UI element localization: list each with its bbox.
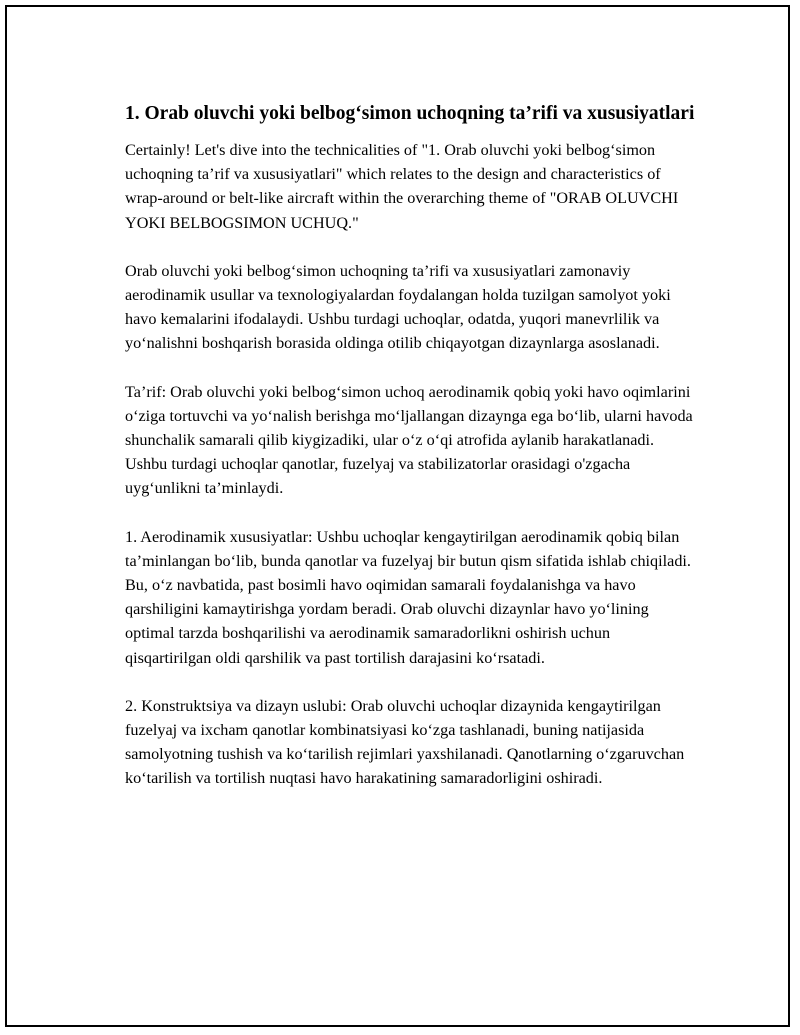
paragraph-aerodynamics: 1. Aerodinamik xususiyatlar: Ushbu uchoqlar kengaytirilgan aerodinamik qobiq bilan ta’minlangan bo‘lib, bunda qanotlar va fuzelyaj bir butun qism sifatida ishlab chiqiladi. Bu, o‘z navbatida, past bosimli havo oqimidan samarali foydalanishga va havo qarshiligini kamaytirishga yordam beradi. Orab oluvchi dizaynlar havo yo‘lining optimal tarzda boshqarilishi va aerodinamik samaradorlikni oshirish uchun qisqartirilgan oldi qarshilik va past tortilish darajasini ko‘rsatadi. (125, 527, 691, 667)
paragraph-construction: 2. Konstruktsiya va dizayn uslubi: Orab oluvchi uchoqlar dizaynida kengaytirilgan fuzelyaj va ixcham qanotlar kombinatsiyasi ko‘zga tashlanadi, buning natijasida samolyotning tushish va ko‘tarilish rejimlari yaxshilanadi. Qanotlarning o‘zgaruvchan ko‘tarilish va tortilish nuqtasi havo harakatining samaradorligini oshiradi. (125, 696, 685, 788)
document-body (125, 100, 695, 815)
paragraph-overview: Orab oluvchi yoki belbog‘simon uchoqning ta’rifi va xususiyatlari zamonaviy aerodinamik usullar va texnologiyalardan foydalangan holda tuzilgan samolyot yoki havo kemalarini ifodalaydi. Ushbu turdagi uchoqlar, odatda, yuqori manevrlilik va yo‘nalishni boshqarish borasida oldinga otilib chiqayotgan dizaynlarga asoslanadi. (125, 261, 671, 353)
paragraph-definition: Ta’rif: Orab oluvchi yoki belbog‘simon uchoq aerodinamik qobiq yoki havo oqimlarini o‘ziga tortuvchi va yo‘nalish berishga mo‘ljallangan dizaynga ega bo‘lib, ularni havoda shunchalik samarali qilib kiygizadiki, ular o‘z o‘qi atrofida aylanib harakatlanadi. Ushbu turdagi uchoqlar qanotlar, fuzelyaj va stabilizatorlar orasidagi o'zgacha uyg‘unlikni ta’minlaydi. (125, 382, 693, 498)
document-heading: 1. Orab oluvchi yoki belbog‘simon uchoqning ta’rifi va xususiyatlari (125, 103, 695, 124)
paragraph-intro: Certainly! Let's dive into the technicalities of "1. Orab oluvchi yoki belbog‘simon uchoqning ta’rif va xususiyatlari" which relates to the design and characteristics of wrap-around or belt-like aircraft within the overarching theme of "ORAB OLUVCHI YOKI BELBOGSIMON UCHUQ." (125, 141, 679, 232)
page-frame (5, 5, 790, 1027)
